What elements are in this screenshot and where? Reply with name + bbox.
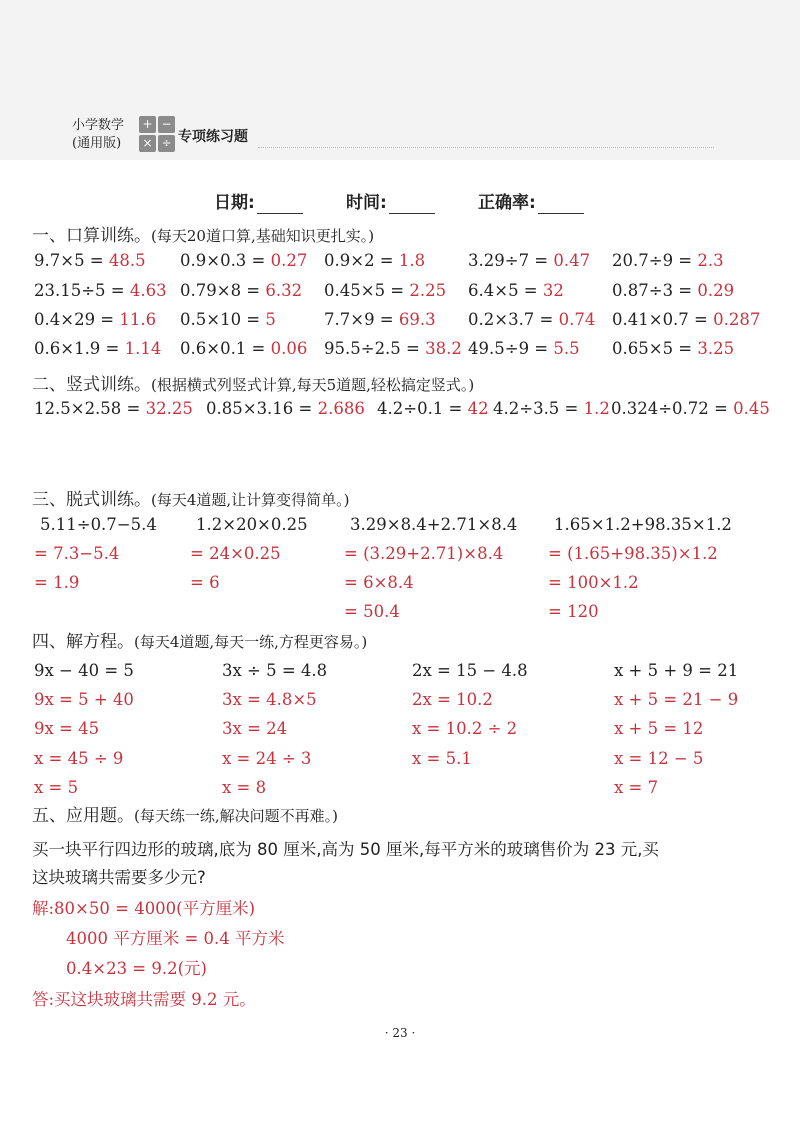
oral-item [34, 251, 146, 270]
equation-question-question: x + 5 + 9 = 21 [614, 661, 739, 680]
section-2-heading [32, 370, 474, 395]
stepwise-step-question: = 50.4 [344, 602, 400, 621]
oral-item-question: 23.15÷5 = [34, 281, 130, 300]
oral-item-answer: 11.6 [119, 310, 157, 329]
stepwise-question [554, 515, 732, 534]
oral-item [612, 310, 760, 329]
oral-item [324, 310, 436, 329]
section-3-note: (每天4道题,让计算变得简单。) [151, 491, 350, 509]
stepwise-step [34, 544, 119, 563]
oral-item-answer: 0.287 [713, 310, 761, 329]
section-4-note: (每天4道题,每天一练,方程更容易。) [134, 633, 368, 651]
oral-item-question: 0.79×8 = [180, 281, 266, 300]
equation-step [34, 778, 78, 797]
oral-item-question: 9.7×5 = [34, 251, 109, 270]
stepwise-step-question: = (1.65+98.35)×1.2 [548, 544, 718, 563]
oral-item [34, 339, 161, 358]
section-5-heading [32, 801, 338, 826]
oral-item-question: 0.9×2 = [324, 251, 399, 270]
equation-step-question: x + 5 = 21 − 9 [614, 690, 739, 709]
oral-item-question: 0.65×5 = [612, 339, 698, 358]
stepwise-step [34, 573, 79, 592]
stepwise-step [344, 602, 400, 621]
stepwise-step [548, 602, 599, 621]
accuracy-label: 正确率: [478, 193, 536, 213]
vertical-item-question: 4.2÷3.5 = [493, 399, 584, 418]
equation-step [222, 690, 317, 709]
equation-step-question: x = 24 ÷ 3 [222, 749, 312, 768]
oral-item-question: 49.5÷9 = [468, 339, 554, 358]
stepwise-step [548, 573, 639, 592]
section-1-title: 一、口算训练。 [32, 226, 151, 246]
oral-item [324, 339, 462, 358]
equation-step-question: x + 5 = 12 [614, 719, 704, 738]
equation-step [614, 719, 703, 738]
page-title: 专项练习题 [178, 129, 248, 145]
equation-question-question: 9x − 40 = 5 [34, 661, 134, 680]
oral-item-question: 0.6×1.9 = [34, 339, 125, 358]
vertical-item-answer: 1.2 [583, 399, 610, 418]
brand-line2: (通用版) [72, 136, 122, 151]
vertical-item [34, 399, 193, 418]
oral-item-answer: 6.32 [265, 281, 303, 300]
oral-item-question: 0.4×29 = [34, 310, 120, 329]
equation-step [34, 749, 123, 768]
page-number: · 23 · [384, 1026, 416, 1040]
stepwise-question [40, 515, 157, 534]
time-field [346, 188, 435, 214]
equation-question-question: 3x ÷ 5 = 4.8 [222, 661, 328, 680]
equation-step [222, 749, 311, 768]
vertical-item-answer: 32.25 [145, 399, 193, 418]
oral-item [324, 281, 446, 300]
section-2-title: 二、竖式训练。 [32, 375, 151, 395]
equation-step-question: 9x = 45 [34, 719, 100, 738]
answer-line: 答:买这块玻璃共需要 9.2 元。 [32, 990, 256, 1009]
stepwise-question [350, 515, 517, 534]
oral-item-question: 3.29÷7 = [468, 251, 554, 270]
oral-item-question: 20.7÷9 = [612, 251, 698, 270]
equation-step [222, 719, 287, 738]
section-5-note: (每天练一练,解决问题不再难。) [134, 807, 338, 825]
oral-item-question: 0.45×5 = [324, 281, 410, 300]
oral-item-answer: 0.27 [270, 251, 308, 270]
minus-icon: − [158, 116, 175, 133]
oral-item [180, 281, 302, 300]
vertical-item-answer: 0.45 [733, 399, 770, 418]
date-field [214, 188, 303, 214]
brand-line1: 小学数学 [72, 118, 125, 133]
problem-line-2: 这块玻璃共需要多少元? [32, 868, 206, 887]
equation-step [34, 719, 99, 738]
equation-step [412, 690, 493, 709]
vertical-item-answer: 42 [467, 399, 489, 418]
stepwise-question-question: 3.29×8.4+2.71×8.4 [350, 515, 518, 534]
oral-item-answer: 4.63 [129, 281, 167, 300]
oral-item-question: 7.7×9 = [324, 310, 399, 329]
oral-item-question: 0.9×0.3 = [180, 251, 271, 270]
date-blank [257, 193, 303, 214]
oral-item-question: 6.4×5 = [468, 281, 543, 300]
section-5-title: 五、应用题。 [32, 806, 134, 826]
oral-item-answer: 3.25 [697, 339, 735, 358]
oral-item [468, 339, 580, 358]
oral-item-question: 0.87÷3 = [612, 281, 698, 300]
stepwise-step-question: = 1.9 [34, 573, 80, 592]
equation-step [614, 778, 658, 797]
oral-item-question: 0.41×0.7 = [612, 310, 714, 329]
equation-step-question: x = 10.2 ÷ 2 [412, 719, 518, 738]
equation-question [222, 661, 327, 680]
oral-item [34, 281, 167, 300]
oral-item-question: 0.2×3.7 = [468, 310, 559, 329]
equation-step-question: x = 8 [222, 778, 267, 797]
oral-item-question: 0.5×10 = [180, 310, 266, 329]
divide-icon: ÷ [158, 135, 175, 152]
oral-item-answer: 1.14 [124, 339, 162, 358]
stepwise-step [190, 544, 281, 563]
vertical-item-question: 4.2÷0.1 = [377, 399, 468, 418]
oral-item-answer: 2.3 [697, 251, 724, 270]
problem-line-1: 买一块平行四边形的玻璃,底为 80 厘米,高为 50 厘米,每平方米的玻璃售价为 23 元,买 [32, 840, 659, 859]
oral-item [468, 251, 590, 270]
stepwise-question-question: 1.2×20×0.25 [196, 515, 308, 534]
stepwise-step [344, 573, 414, 592]
oral-item-answer: 5.5 [553, 339, 580, 358]
oral-item [612, 281, 734, 300]
oral-item-answer: 48.5 [108, 251, 146, 270]
equation-question-question: 2x = 15 − 4.8 [412, 661, 528, 680]
equation-step-question: x = 45 ÷ 9 [34, 749, 124, 768]
vertical-item-question: 0.324÷0.72 = [611, 399, 734, 418]
oral-item-answer: 38.2 [425, 339, 462, 358]
oral-item-answer: 69.3 [398, 310, 436, 329]
oral-item-answer: 0.29 [697, 281, 735, 300]
vertical-item [493, 399, 610, 418]
oral-item-question: 0.6×0.1 = [180, 339, 271, 358]
equation-step-question: x = 7 [614, 778, 659, 797]
equation-step-question: x = 5.1 [412, 749, 472, 768]
section-1-heading [32, 221, 374, 246]
math-operators-badge [139, 116, 175, 152]
date-label: 日期: [214, 193, 255, 213]
oral-item-answer: 2.25 [409, 281, 447, 300]
vertical-item [206, 399, 365, 418]
oral-item-answer: 1.8 [398, 251, 426, 270]
oral-item [324, 251, 425, 270]
time-blank [389, 193, 435, 214]
section-1-note: (每天20道口算,基础知识更扎实。) [151, 227, 375, 245]
solution-line-3: 0.4×23 = 9.2(元) [66, 959, 207, 978]
oral-item-answer: 0.74 [558, 310, 596, 329]
stepwise-step-question: = 24×0.25 [190, 544, 281, 563]
accuracy-field [478, 188, 584, 214]
oral-item [34, 310, 156, 329]
solution-line-2: 4000 平方厘米 = 0.4 平方米 [66, 929, 285, 948]
oral-item [468, 310, 595, 329]
oral-item-answer: 0.06 [270, 339, 308, 358]
oral-item [612, 339, 734, 358]
equation-step [614, 690, 738, 709]
time-label: 时间: [346, 193, 387, 213]
times-icon: × [139, 135, 156, 152]
equation-step [412, 719, 517, 738]
oral-item [180, 339, 307, 358]
equation-step-question: x = 12 − 5 [614, 749, 704, 768]
stepwise-step-question: = 120 [548, 602, 599, 621]
stepwise-question [196, 515, 308, 534]
oral-item-answer: 32 [542, 281, 564, 300]
vertical-item-question: 0.85×3.16 = [206, 399, 318, 418]
equation-step-question: 2x = 10.2 [412, 690, 493, 709]
equation-step-question: 9x = 5 + 40 [34, 690, 134, 709]
accuracy-blank [538, 193, 584, 214]
stepwise-step-question: = 6×8.4 [344, 573, 414, 592]
stepwise-step [344, 544, 503, 563]
equation-step [222, 778, 266, 797]
equation-step-question: 3x = 4.8×5 [222, 690, 317, 709]
stepwise-step-question: = 6 [190, 573, 220, 592]
equation-question [412, 661, 528, 680]
oral-item-answer: 5 [265, 310, 276, 329]
section-3-heading [32, 485, 350, 510]
section-4-heading [32, 627, 367, 652]
vertical-item [377, 399, 489, 418]
stepwise-step [548, 544, 718, 563]
vertical-item [611, 399, 770, 418]
equation-step [412, 749, 472, 768]
oral-item-answer: 0.47 [553, 251, 591, 270]
plus-icon: + [139, 116, 156, 133]
equation-step [34, 690, 134, 709]
solution-line-1: 解:80×50 = 4000(平方厘米) [32, 899, 256, 918]
equation-step [614, 749, 703, 768]
oral-item [612, 251, 724, 270]
vertical-item-answer: 2.686 [317, 399, 365, 418]
oral-item [180, 251, 307, 270]
equation-step-question: x = 5 [34, 778, 79, 797]
stepwise-question-question: 5.11÷0.7−5.4 [40, 515, 157, 534]
equation-step-question: 3x = 24 [222, 719, 288, 738]
section-3-title: 三、脱式训练。 [32, 490, 151, 510]
stepwise-step-question: = 100×1.2 [548, 573, 639, 592]
stepwise-step-question: = 7.3−5.4 [34, 544, 120, 563]
oral-item [180, 310, 276, 329]
oral-item-question: 95.5÷2.5 = [324, 339, 426, 358]
stepwise-step-question: = (3.29+2.71)×8.4 [344, 544, 504, 563]
vertical-item-question: 12.5×2.58 = [34, 399, 146, 418]
oral-item [468, 281, 564, 300]
stepwise-step [190, 573, 220, 592]
brand-label [72, 117, 124, 153]
equation-question [614, 661, 738, 680]
equation-question [34, 661, 134, 680]
header-divider [258, 147, 714, 148]
section-4-title: 四、解方程。 [32, 632, 134, 652]
section-2-note: (根据横式列竖式计算,每天5道题,轻松搞定竖式。) [151, 376, 475, 394]
stepwise-question-question: 1.65×1.2+98.35×1.2 [554, 515, 732, 534]
